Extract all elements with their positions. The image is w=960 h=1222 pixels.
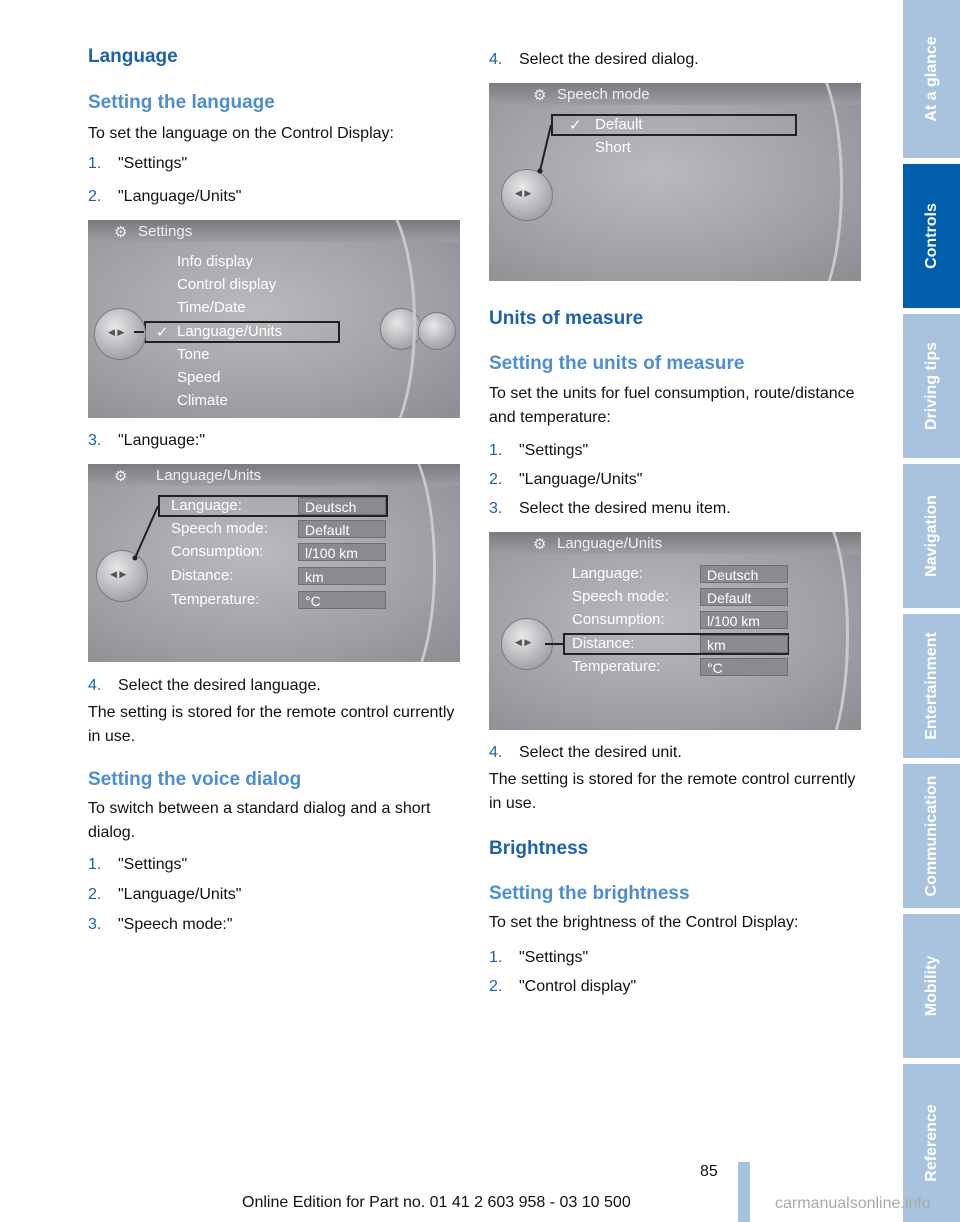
menu-item: Time/Date — [177, 299, 246, 316]
step-text: "Settings" — [118, 856, 188, 873]
arrow-icon: ◀ ▶ — [515, 188, 532, 198]
step-number: 1. — [489, 442, 503, 459]
tab-driving-tips[interactable] — [903, 314, 960, 458]
screenshot-units — [489, 532, 861, 730]
tab-label: Reference — [922, 1104, 940, 1182]
screenshot-language-units — [88, 464, 460, 662]
tab-mobility[interactable] — [903, 914, 960, 1058]
step-text: Select the desired menu item. — [519, 500, 731, 517]
screenshot-speech-mode — [489, 83, 861, 281]
step-number: 2. — [489, 471, 503, 488]
step-text: Select the desired dialog. — [519, 51, 699, 68]
tab-label: Communication — [922, 775, 940, 897]
setting-value: l/100 km — [700, 611, 788, 629]
heading-setting-brightness: Setting the brightness — [489, 883, 690, 904]
screen-title: Language/Units — [557, 535, 663, 552]
menu-item: Info display — [177, 253, 253, 270]
page-number: 85 — [700, 1163, 718, 1180]
step-text: "Settings" — [519, 949, 589, 966]
tab-label: Driving tips — [922, 341, 940, 431]
screen-title: Language/Units — [156, 467, 262, 484]
tab-label: At a glance — [922, 36, 940, 122]
arrow-icon: ◀ ▶ — [110, 569, 127, 579]
step-item — [88, 885, 241, 905]
setting-value: Deutsch — [298, 497, 386, 515]
units-intro: To set the units for fuel consumption, route/distance and temperature: — [489, 385, 855, 426]
pointer-line — [489, 532, 861, 730]
menu-item: Speed — [177, 369, 221, 386]
gear-icon: ⚙ — [533, 536, 547, 553]
step-text: "Language/Units" — [118, 886, 242, 903]
setting-label: Language: — [572, 565, 643, 582]
pointer-line — [489, 83, 861, 281]
stored-note: The setting is stored for the remote control currently in use. — [489, 771, 856, 812]
gear-icon: ⚙ — [114, 468, 128, 485]
pointer-line — [88, 220, 460, 418]
tab-at-a-glance[interactable] — [903, 0, 960, 158]
chapter-sidebar — [903, 0, 960, 1222]
step-number: 1. — [88, 155, 102, 172]
step-number: 2. — [88, 188, 102, 205]
tab-label: Entertainment — [922, 632, 940, 740]
setting-label: Temperature: — [171, 591, 260, 608]
step-number: 4. — [489, 744, 503, 761]
setting-value: Deutsch — [700, 565, 788, 583]
tab-label: Controls — [922, 203, 940, 269]
step-number: 3. — [88, 916, 102, 933]
step-item — [88, 855, 187, 875]
setting-value: l/100 km — [298, 543, 386, 561]
step-number: 4. — [489, 51, 503, 68]
heading-units: Units of measure — [489, 308, 644, 329]
step-item — [489, 499, 731, 519]
setting-label-selected: Distance: — [572, 635, 635, 652]
check-icon: ✓ — [156, 324, 169, 341]
step-item — [88, 431, 205, 451]
setting-label: Speech mode: — [171, 520, 268, 537]
setting-label-selected: Language: — [171, 497, 242, 514]
step-text: "Settings" — [118, 155, 188, 172]
setting-value: km — [298, 567, 386, 585]
setting-value: km — [700, 635, 788, 653]
step-text: "Language:" — [118, 432, 205, 449]
step-text: "Control display" — [519, 978, 637, 995]
heading-setting-units: Setting the units of measure — [489, 353, 745, 374]
step-item — [489, 470, 642, 490]
setting-label: Distance: — [171, 567, 234, 584]
step-number: 2. — [88, 886, 102, 903]
arrow-icon: ◀ ▶ — [108, 327, 125, 337]
check-icon: ✓ — [569, 117, 582, 134]
step-item — [88, 187, 241, 207]
screen-title: Speech mode — [557, 86, 650, 103]
setting-value: °C — [298, 591, 386, 609]
setting-value: °C — [700, 658, 788, 676]
setting-label: Temperature: — [572, 658, 661, 675]
menu-item: Control display — [177, 276, 277, 293]
stored-note: The setting is stored for the remote control currently in use. — [88, 704, 455, 745]
tab-controls[interactable] — [903, 164, 960, 308]
step-item — [489, 743, 682, 763]
voice-intro: To switch between a standard dialog and a short dialog. — [88, 800, 431, 841]
setting-label: Consumption: — [572, 611, 665, 628]
arrow-icon: ◀ ▶ — [515, 637, 532, 647]
page-marker — [738, 1162, 750, 1222]
step-item — [489, 50, 699, 70]
step-item — [88, 154, 187, 174]
option: Short — [595, 139, 631, 156]
step-number: 3. — [489, 500, 503, 517]
heading-brightness: Brightness — [489, 838, 589, 859]
gear-icon: ⚙ — [533, 87, 547, 104]
tab-label: Navigation — [922, 495, 940, 577]
setting-label: Consumption: — [171, 543, 264, 560]
brightness-intro: To set the brightness of the Control Display: — [489, 914, 799, 931]
heading-setting-language: Setting the language — [88, 92, 275, 113]
menu-item: Tone — [177, 346, 210, 363]
tab-label: Mobility — [922, 955, 940, 1017]
step-text: Select the desired unit. — [519, 744, 682, 761]
pointer-line — [88, 464, 460, 662]
step-number: 1. — [88, 856, 102, 873]
edition-footer: Online Edition for Part no. 01 41 2 603 958 - 03 10 500 — [242, 1194, 631, 1211]
setting-label: Speech mode: — [572, 588, 669, 605]
step-text: Select the desired language. — [118, 677, 321, 694]
heading-voice-dialog: Setting the voice dialog — [88, 769, 302, 790]
step-item — [489, 441, 588, 461]
tab-navigation[interactable] — [903, 464, 960, 608]
setting-language-intro: To set the language on the Control Display: — [88, 125, 394, 142]
step-number: 2. — [489, 978, 503, 995]
step-item — [489, 948, 588, 968]
step-item — [88, 676, 321, 696]
step-text: "Speech mode:" — [118, 916, 233, 933]
menu-item-selected: Language/Units — [177, 323, 283, 340]
watermark: carmanualsonline.info — [775, 1195, 931, 1212]
step-number: 4. — [88, 677, 102, 694]
heading-language: Language — [88, 46, 178, 67]
step-number: 1. — [489, 949, 503, 966]
step-text: "Language/Units" — [118, 188, 242, 205]
gear-icon: ⚙ — [114, 224, 128, 241]
step-text: "Language/Units" — [519, 471, 643, 488]
tab-entertainment[interactable] — [903, 614, 960, 758]
tab-communication[interactable] — [903, 764, 960, 908]
step-text: "Settings" — [519, 442, 589, 459]
setting-value: Default — [700, 588, 788, 606]
step-item — [489, 977, 636, 997]
menu-item: Climate — [177, 392, 228, 409]
step-item — [88, 915, 233, 935]
step-number: 3. — [88, 432, 102, 449]
option-selected: Default — [595, 116, 643, 133]
screenshot-settings-menu — [88, 220, 460, 418]
screen-title: Settings — [138, 223, 193, 240]
setting-value: Default — [298, 520, 386, 538]
